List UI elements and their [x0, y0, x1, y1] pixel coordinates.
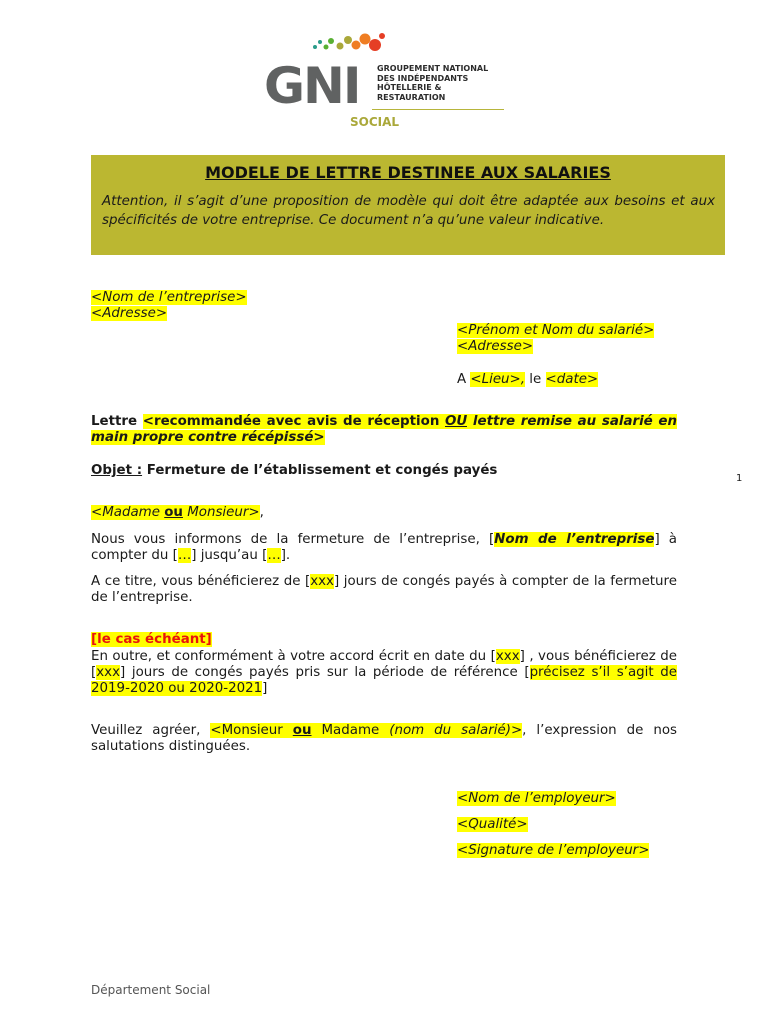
place-date-run: <Lieu>, — [470, 372, 526, 387]
closing-run: <Monsieur — [210, 723, 293, 738]
p2-run: A ce titre, vous bénéficierez de [ — [91, 574, 311, 589]
letter-type — [91, 414, 677, 446]
p3-run: xxx — [96, 665, 121, 680]
logo-line-1: GROUPEMENT NATIONAL — [377, 64, 489, 73]
salutation — [91, 505, 264, 521]
sender-company: <Nom de l’entreprise> — [91, 290, 247, 305]
p3-run: ] jours de congés payés pris sur la période de référence [ — [120, 665, 530, 680]
logo-line-2: DES INDÉPENDANTS — [377, 73, 469, 83]
p3-run: xxx — [495, 649, 520, 664]
closing-run: Madame — [311, 723, 390, 738]
place-date-run: <date> — [545, 372, 599, 387]
employer-name: <Nom de l’employeur> — [457, 791, 616, 806]
document-title: MODELE DE LETTRE DESTINEE AUX SALARIES — [205, 163, 611, 182]
p1-run: … — [177, 548, 192, 563]
signature-block — [457, 791, 649, 859]
closing-run: Veuillez agréer, — [91, 723, 211, 738]
letter-type-run: lettre remise au salarié en main propre contre récépissé> — [91, 414, 678, 445]
salutation-run: <Madame — [91, 505, 165, 520]
salutation-run: ou — [164, 505, 183, 520]
place-date — [457, 372, 598, 388]
logo-abbr: GNI — [264, 57, 360, 115]
p1-run: ] jusqu’au [ — [191, 548, 268, 563]
title-banner — [91, 155, 725, 255]
p3-run: ] , vous bénéficierez de [ — [91, 649, 677, 680]
closing-formula — [91, 723, 677, 755]
logo-sub: SOCIAL — [350, 115, 400, 128]
salutation-run: , — [259, 505, 264, 520]
employer-signature: <Signature de l’employeur> — [457, 843, 650, 858]
logo-full-name — [377, 64, 488, 102]
paragraph-paid-leave — [91, 574, 677, 606]
page-number: 1 — [736, 473, 743, 484]
employer-quality: <Qualité> — [457, 817, 528, 832]
place-date-run: le — [525, 372, 546, 387]
sender-block — [91, 290, 247, 322]
subject-line — [91, 463, 497, 479]
salutation-run: Monsieur> — [182, 505, 260, 520]
logo-divider — [372, 109, 504, 110]
recipient-block — [457, 323, 654, 355]
p2-run: xxx — [310, 574, 334, 589]
p1-run: ] à compter du [ — [91, 532, 677, 563]
letter-type-run: Lettre — [91, 414, 143, 429]
disclaimer-note: Attention, il s’agit d’une proposition de modèle qui doit être adaptée aux besoins et aux spécificités de votre entreprise. Ce document n’a qu’une valeur indicative. — [102, 194, 715, 228]
recipient-address: <Adresse> — [457, 339, 534, 354]
place-date-run: A — [457, 372, 471, 387]
logo-line-4: RESTAURATION — [377, 92, 446, 102]
subject-label: Objet : — [91, 463, 143, 478]
p1-run: … — [267, 548, 281, 563]
p3-run: précisez s’il s’agit de 2019-2020 ou 2020-2021 — [91, 665, 677, 696]
p2-run: ] jours de congés payés à compter de la fermeture de l’entreprise. — [91, 574, 677, 605]
letter-type-run: OU — [445, 414, 468, 429]
gni-logo — [264, 33, 509, 128]
case-label: [le cas échéant] — [91, 632, 212, 647]
p1-run: Nom de l’entreprise — [494, 532, 655, 547]
closing-run: (nom du salarié) — [389, 723, 511, 738]
page-footer: Département Social — [91, 983, 211, 997]
letter-type-run: <recommandée avec avis de réception — [142, 414, 446, 429]
closing-run: , l’expression de nos salutations distinguées. — [91, 723, 677, 754]
closing-run: > — [510, 723, 523, 738]
p3-run: ] — [262, 681, 268, 696]
p3-run: En outre, et conformément à votre accord écrit en date du [ — [91, 649, 496, 664]
p1-run: Nous vous informons de la fermeture de l’entreprise, [ — [91, 532, 495, 547]
paragraph-closure — [91, 532, 677, 564]
logo-line-3: HÔTELLERIE & — [377, 83, 442, 93]
p1-run: ]. — [280, 548, 291, 563]
recipient-name: <Prénom et Nom du salarié> — [457, 323, 655, 338]
paragraph-agreement — [91, 649, 677, 697]
subject-text: Fermeture de l’établissement et congés payés — [142, 463, 498, 478]
sender-address: <Adresse> — [91, 306, 168, 321]
closing-run: ou — [292, 723, 312, 738]
